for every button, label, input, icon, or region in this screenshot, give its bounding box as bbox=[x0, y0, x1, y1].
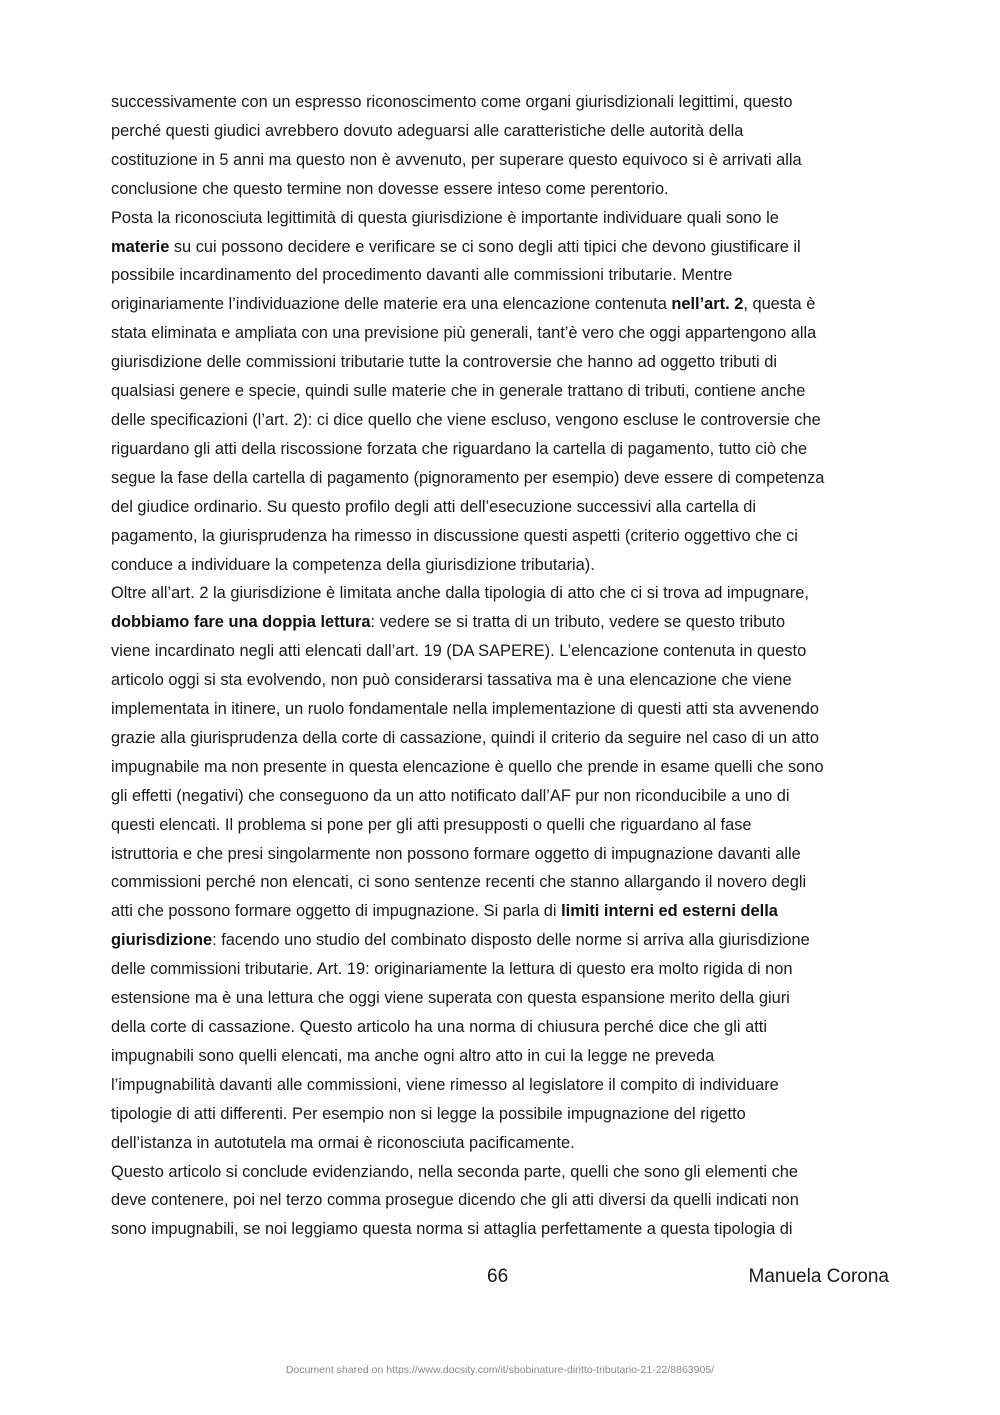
text-run: Oltre all’art. 2 la giurisdizione è limitata anche dalla tipologia di atto che ci si trova ad impugnare, bbox=[111, 584, 809, 603]
text-run: deve contenere, poi nel terzo comma prosegue dicendo che gli atti diversi da quelli indicati non bbox=[111, 1191, 799, 1210]
text-run: segue la fase della cartella di pagamento (pignoramento per esempio) deve essere di competenza bbox=[111, 468, 825, 487]
text-run: articolo oggi si sta evolvendo, non può considerarsi tassativa ma è una elencazione che viene bbox=[111, 671, 792, 690]
text-run: giurisdizione delle commissioni tributarie tutte la controversie che hanno ad oggetto tributi di bbox=[111, 353, 778, 372]
text-line bbox=[111, 377, 901, 406]
text-run: implementata in itinere, un ruolo fondamentale nella implementazione di questi atti sta avvenendo bbox=[111, 700, 819, 719]
text-run: pagamento, la giurisprudenza ha rimesso in discussione questi aspetti (criterio oggettivo che ci bbox=[111, 526, 798, 545]
text-run: qualsiasi genere e specie, quindi sulle materie che in generale trattano di tributi, contiene anche bbox=[111, 382, 806, 401]
text-run: impugnabili sono quelli elencati, ma anche ogni altro atto in cui la legge ne preveda bbox=[111, 1046, 715, 1065]
text-run: dell’istanza in autotutela ma ormai è riconosciuta pacificamente. bbox=[111, 1133, 575, 1152]
text-run: : vedere se si tratta di un tributo, vedere se questo tributo bbox=[370, 613, 786, 632]
text-run: l’impugnabilità davanti alle commissioni, viene rimesso al legislatore il compito di individuare bbox=[111, 1075, 779, 1094]
text-line bbox=[111, 1129, 901, 1158]
text-run: riguardano gli atti della riscossione forzata che riguardano la cartella di pagamento, tutto ciò che bbox=[111, 439, 808, 458]
source-note: Document shared on https://www.docsity.com/it/sbobinature-diritto-tributario-21-22/8863905/ bbox=[285, 1364, 715, 1376]
body-text bbox=[111, 88, 901, 1244]
text-run: tipologie di atti differenti. Per esempio non si legge la possibile impugnazione del rigetto bbox=[111, 1104, 746, 1123]
text-line bbox=[111, 117, 901, 146]
text-run: impugnabile ma non presente in questa elencazione è quello che prende in esame quelli che sono bbox=[111, 757, 824, 776]
text-line bbox=[111, 261, 901, 290]
author-name: Manuela Corona bbox=[748, 1266, 889, 1287]
text-run: commissioni perché non elencati, ci sono sentenze recenti che stanno allargando il novero degli bbox=[111, 873, 807, 892]
text-line bbox=[111, 579, 901, 608]
text-line bbox=[111, 551, 901, 580]
page-number: 66 bbox=[487, 1266, 509, 1287]
text-line bbox=[111, 204, 901, 233]
text-line bbox=[111, 724, 901, 753]
text-run: sono impugnabili, se noi leggiamo questa norma si attaglia perfettamente a questa tipologia di bbox=[111, 1220, 793, 1239]
text-run: conclusione che questo termine non dovesse essere inteso come perentorio. bbox=[111, 179, 669, 198]
text-line bbox=[111, 695, 901, 724]
text-run: atti che possono formare oggetto di impugnazione. Si parla di bbox=[111, 902, 562, 921]
text-run: conduce a individuare la competenza della giurisdizione tributaria). bbox=[111, 555, 595, 574]
text-line bbox=[111, 840, 901, 869]
text-line bbox=[111, 1215, 901, 1244]
bold-text: materie bbox=[111, 237, 170, 256]
text-run: viene incardinato negli atti elencati dall’art. 19 (DA SAPERE). L’elencazione contenuta in questo bbox=[111, 642, 807, 661]
text-line bbox=[111, 146, 901, 175]
text-run: del giudice ordinario. Su questo profilo degli atti dell’esecuzione successivi alla cartella di bbox=[111, 497, 757, 516]
text-line bbox=[111, 1071, 901, 1100]
text-run: estensione ma è una lettura che oggi viene superata con questa espansione merito della giuri bbox=[111, 989, 790, 1008]
text-run: grazie alla giurisprudenza della corte di cassazione, quindi il criterio da seguire nel caso di un atto bbox=[111, 728, 819, 747]
bold-text: giurisdizione bbox=[111, 931, 213, 950]
text-run: su cui possono decidere e verificare se ci sono degli atti tipici che devono giustificare il bbox=[169, 237, 801, 256]
text-run: istruttoria e che presi singolarmente non possono formare oggetto di impugnazione davanti alle bbox=[111, 844, 801, 863]
text-line bbox=[111, 233, 901, 262]
text-line bbox=[111, 897, 901, 926]
text-run: stata eliminata e ampliata con una previsione più generali, tant’è vero che oggi appartengono alla bbox=[111, 324, 817, 343]
text-line bbox=[111, 406, 901, 435]
bold-text: nell’art. 2 bbox=[671, 295, 744, 314]
text-run: originariamente l’individuazione delle materie era una elencazione contenuta bbox=[111, 295, 672, 314]
text-run: Questo articolo si conclude evidenziando, nella seconda parte, quelli che sono gli elementi che bbox=[111, 1162, 799, 1181]
text-line bbox=[111, 464, 901, 493]
text-run: questi elencati. Il problema si pone per gli atti presupposti o quelli che riguardano al fase bbox=[111, 815, 752, 834]
text-run: della corte di cassazione. Questo articolo ha una norma di chiusura perché dice che gli atti bbox=[111, 1018, 767, 1036]
text-run: delle commissioni tributarie. Art. 19: originariamente la lettura di questo era molto rigida di non bbox=[111, 960, 793, 979]
text-run: successivamente con un espresso riconoscimento come organi giurisdizionali legittimi, questo bbox=[111, 93, 793, 111]
text-run: costituzione in 5 anni ma questo non è avvenuto, per superare questo equivoco si è arrivati alla bbox=[111, 150, 802, 169]
text-line bbox=[111, 1100, 901, 1129]
text-line bbox=[111, 493, 901, 522]
text-line bbox=[111, 435, 901, 464]
text-line bbox=[111, 955, 901, 984]
text-line bbox=[111, 1186, 901, 1215]
text-line bbox=[111, 348, 901, 377]
text-run: perché questi giudici avrebbero dovuto adeguarsi alle caratteristiche delle autorità della bbox=[111, 121, 744, 140]
text-run: : facendo uno studio del combinato disposto delle norme si arriva alla giurisdizione bbox=[212, 931, 810, 950]
text-line bbox=[111, 782, 901, 811]
text-line bbox=[111, 666, 901, 695]
text-run: Posta la riconosciuta legittimità di questa giurisdizione è importante individuare quali sono le bbox=[111, 208, 779, 227]
text-line bbox=[111, 290, 901, 319]
text-run: delle specificazioni (l’art. 2): ci dice quello che viene escluso, vengono escluse le controversie che bbox=[111, 410, 821, 429]
page-footer bbox=[0, 1266, 1000, 1296]
text-line bbox=[111, 637, 901, 666]
text-run: gli effetti (negativi) che conseguono da un atto notificato dall’AF pur non riconducibile a uno di bbox=[111, 786, 790, 805]
text-line bbox=[111, 811, 901, 840]
text-line bbox=[111, 522, 901, 551]
text-line bbox=[111, 175, 901, 204]
text-line bbox=[111, 1158, 901, 1187]
text-line bbox=[111, 926, 901, 955]
text-line bbox=[111, 868, 901, 897]
text-run: possibile incardinamento del procedimento davanti alle commissioni tributarie. Mentre bbox=[111, 266, 733, 285]
text-run: , questa è bbox=[743, 295, 816, 314]
bold-text: dobbiamo fare una doppia lettura bbox=[111, 613, 371, 632]
text-line bbox=[111, 319, 901, 348]
text-line bbox=[111, 1042, 901, 1071]
bold-text: limiti interni ed esterni della bbox=[561, 902, 778, 921]
text-line bbox=[111, 88, 901, 117]
text-line bbox=[111, 753, 901, 782]
text-line bbox=[111, 1013, 901, 1042]
text-line bbox=[111, 608, 901, 637]
text-line bbox=[111, 984, 901, 1013]
